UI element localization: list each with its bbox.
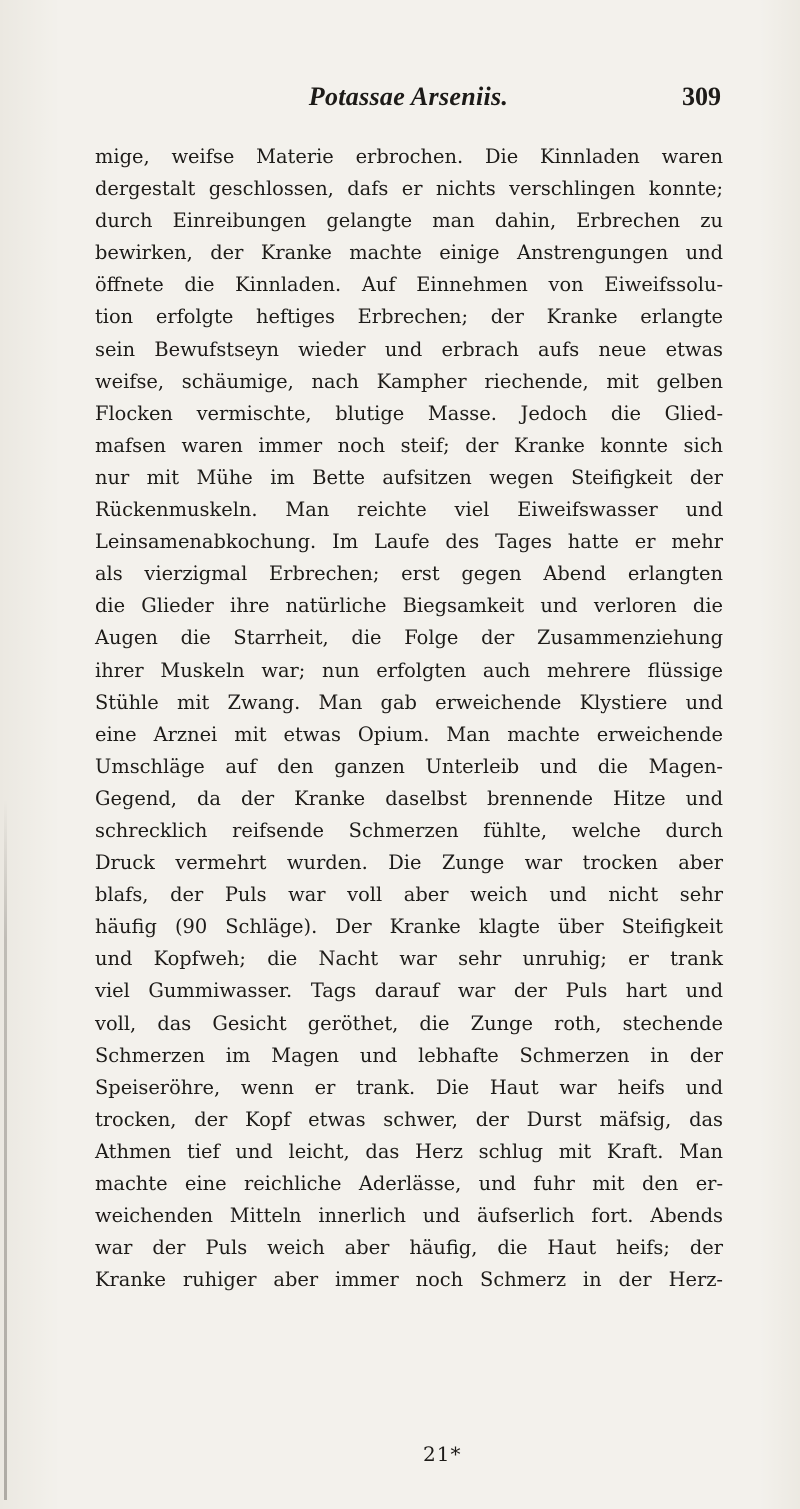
text-line: durch Einreibungen gelangte man dahin, Erbrechen zu (95, 209, 723, 233)
signature-mark: 21* (423, 1442, 462, 1466)
text-line: als vierzigmal Erbrechen; erst gegen Abend erlangten (95, 562, 723, 586)
text-line: war der Puls weich aber häufig, die Haut heifs; der (95, 1236, 723, 1260)
running-title: Potassae Arseniis. (308, 82, 509, 111)
text-line: öffnete die Kinnladen. Auf Einnehmen von Eiweifssolu- (95, 273, 723, 297)
text-line: Druck vermehrt wurden. Die Zunge war trocken aber (95, 851, 723, 875)
text-line: blafs, der Puls war voll aber weich und nicht sehr (95, 883, 723, 907)
text-line: mafsen waren immer noch steif; der Kranke konnte sich (95, 433, 723, 457)
body-text (95, 141, 723, 1296)
text-line: Kranke ruhiger aber immer noch Schmerz in der Herz- (95, 1268, 723, 1292)
text-line: Stühle mit Zwang. Man gab erweichende Klystiere und (95, 690, 723, 714)
text-line: dergestalt geschlossen, dafs er nichts verschlingen konnte; (95, 177, 723, 201)
text-line: Speiseröhre, wenn er trank. Die Haut war heifs und (95, 1075, 723, 1099)
text-line: voll, das Gesicht geröthet, die Zunge roth, stechende (95, 1011, 723, 1035)
page-number: 309 (682, 82, 721, 111)
text-line: sein Bewufstseyn wieder und erbrach aufs neue etwas (95, 337, 723, 361)
running-head (96, 82, 721, 118)
text-line: ihrer Muskeln war; nun erfolgten auch mehrere flüssige (95, 658, 723, 682)
text-line: weichenden Mitteln innerlich und äufserlich fort. Abends (95, 1204, 723, 1228)
text-line: trocken, der Kopf etwas schwer, der Durst mäfsig, das (95, 1107, 723, 1131)
text-line: nur mit Mühe im Bette aufsitzen wegen Steifigkeit der (95, 465, 723, 489)
text-line: Schmerzen im Magen und lebhafte Schmerzen in der (95, 1043, 723, 1067)
text-line: viel Gummiwasser. Tags darauf war der Puls hart und (95, 979, 723, 1003)
text-line: mige, weifse Materie erbrochen. Die Kinnladen waren (95, 145, 723, 168)
text-line: Leinsamenabkochung. Im Laufe des Tages hatte er mehr (95, 530, 723, 554)
text-line: bewirken, der Kranke machte einige Anstrengungen und (95, 241, 723, 265)
text-line: weifse, schäumige, nach Kampher riechende, mit gelben (95, 369, 723, 393)
text-line: und Kopfweh; die Nacht war sehr unruhig; er trank (95, 947, 723, 971)
text-line: schrecklich reifsende Schmerzen fühlte, welche durch (95, 818, 723, 842)
text-line: Athmen tief und leicht, das Herz schlug mit Kraft. Man (95, 1139, 723, 1163)
page-edge-shadow (4, 800, 7, 1500)
text-line: Umschläge auf den ganzen Unterleib und die Magen- (95, 754, 723, 778)
text-line: Augen die Starrheit, die Folge der Zusammenziehung (95, 626, 723, 650)
text-line: häufig (90 Schläge). Der Kranke klagte über Steifigkeit (95, 915, 723, 939)
text-line: Flocken vermischte, blutige Masse. Jedoch die Glied- (95, 401, 723, 425)
text-line: machte eine reichliche Aderlässe, und fuhr mit den er- (95, 1172, 723, 1195)
text-line: Rückenmuskeln. Man reichte viel Eiweifswasser und (95, 498, 723, 522)
text-line: eine Arznei mit etwas Opium. Man machte erweichende (95, 722, 723, 746)
text-line: die Glieder ihre natürliche Biegsamkeit und verloren die (95, 594, 723, 618)
text-line: tion erfolgte heftiges Erbrechen; der Kranke erlangte (95, 305, 723, 329)
text-line: Gegend, da der Kranke daselbst brennende Hitze und (95, 786, 723, 810)
